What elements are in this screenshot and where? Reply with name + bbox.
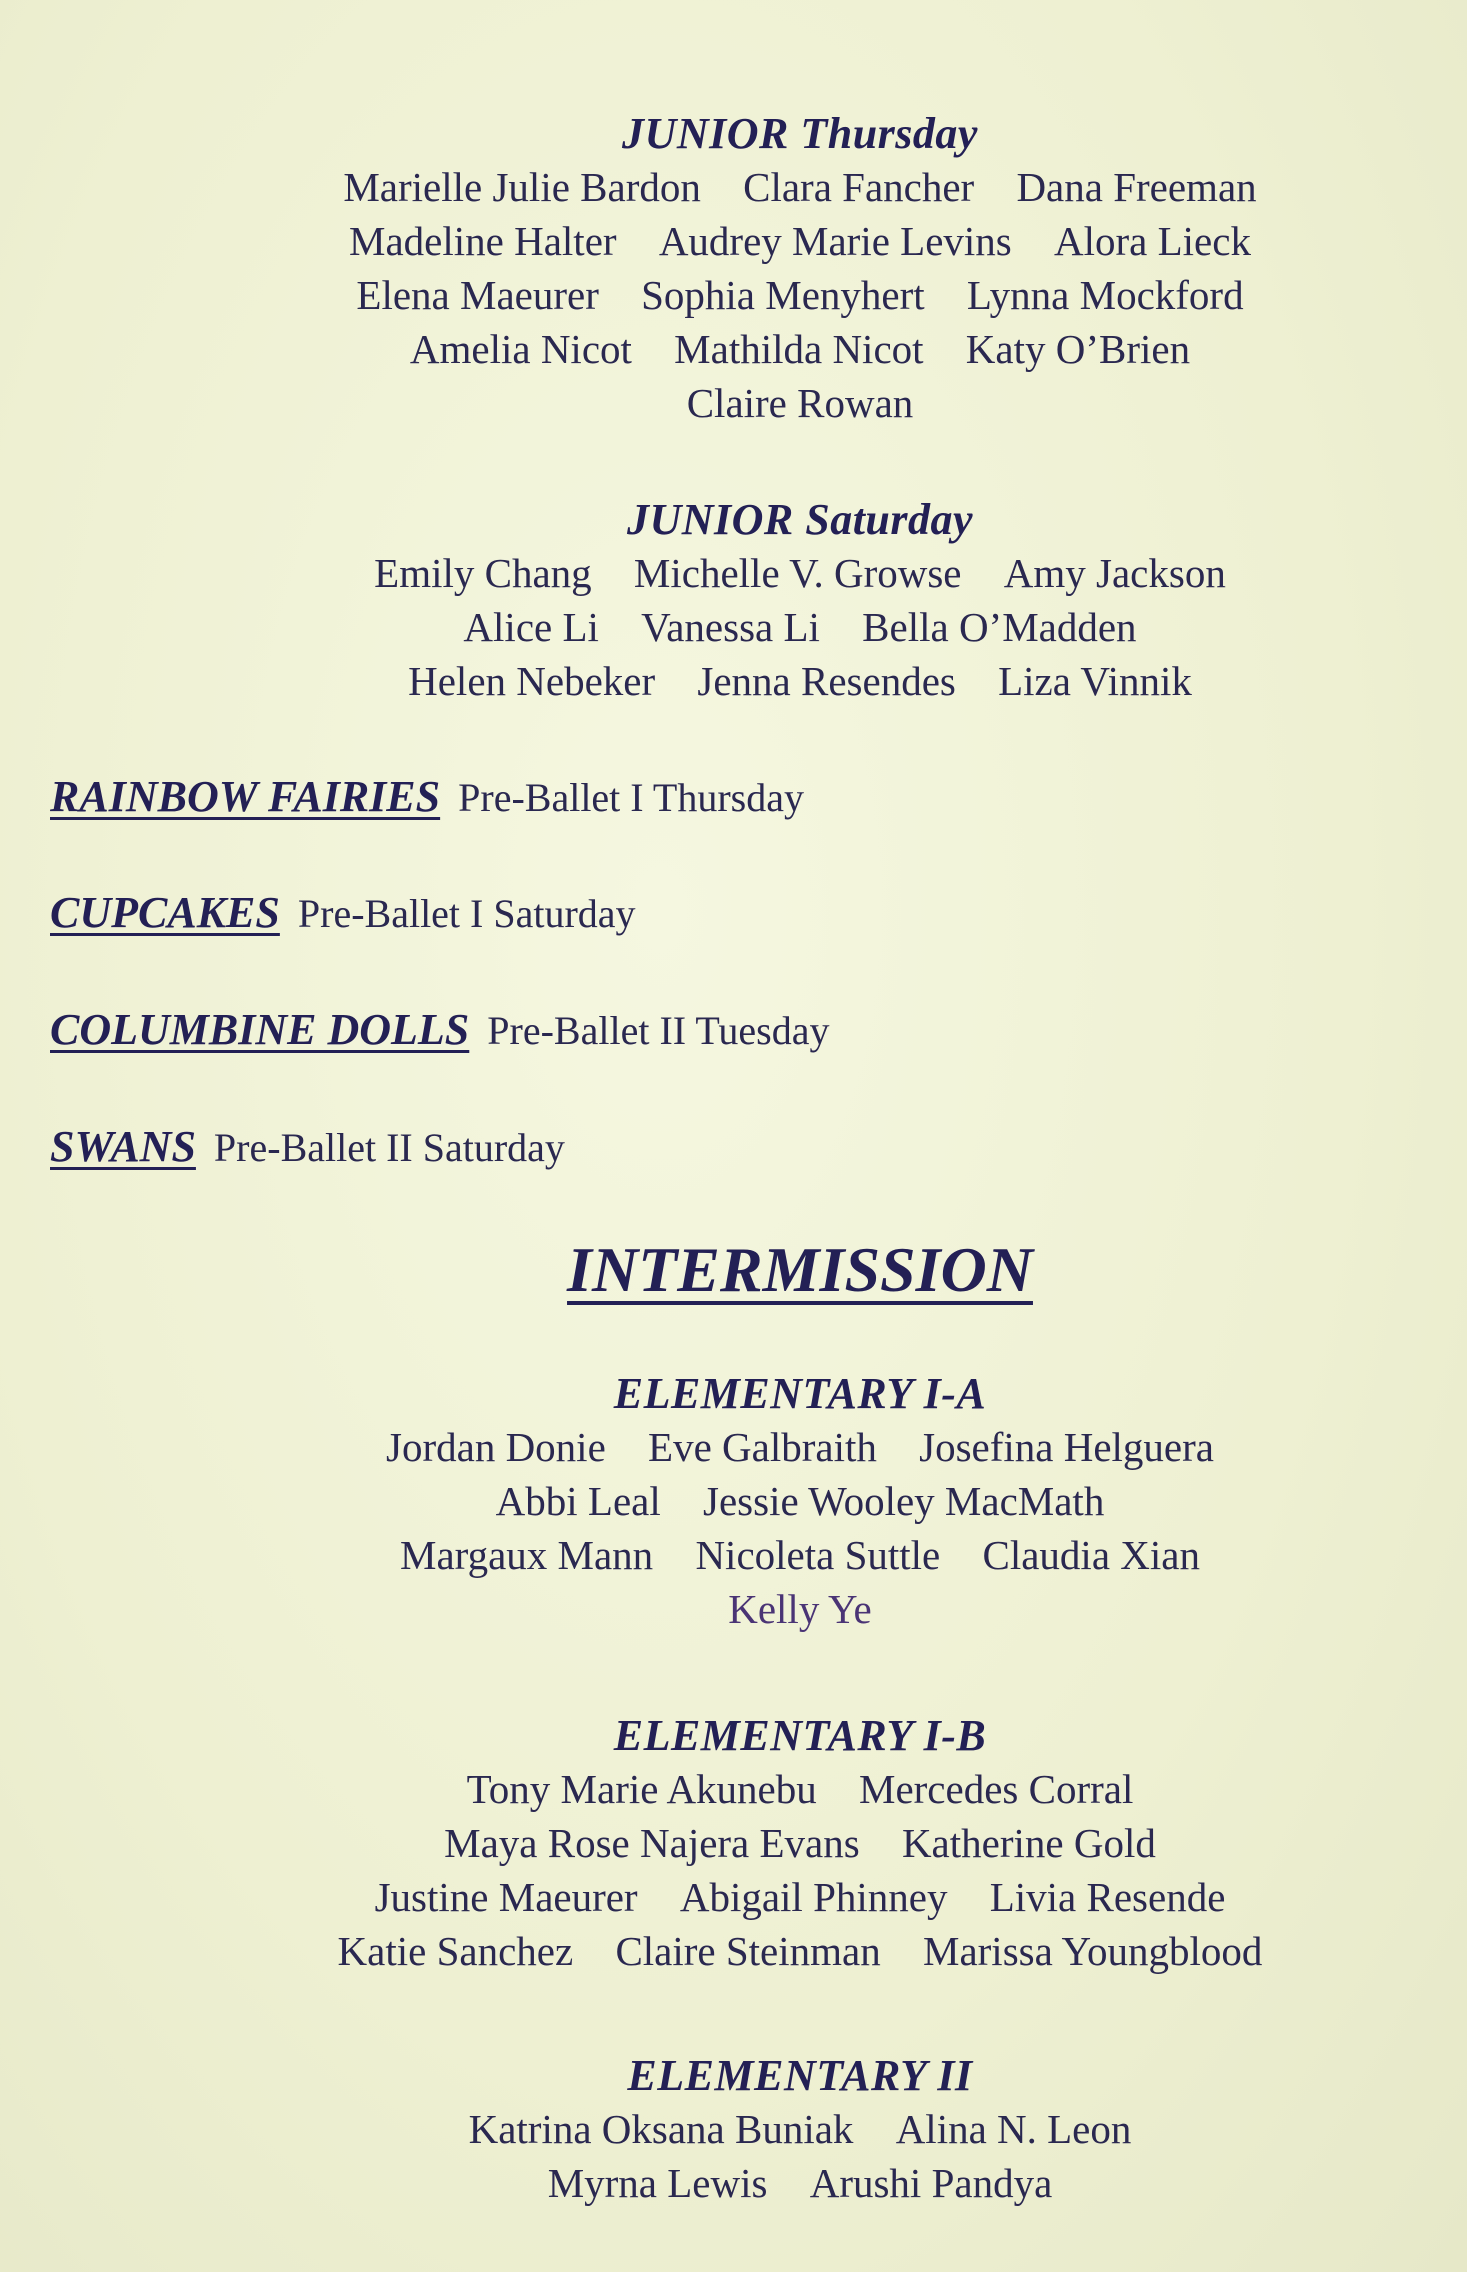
name-line (250, 1528, 1350, 1582)
dancer-name: Alora Lieck (1054, 218, 1251, 264)
dancer-name: Marissa Youngblood (923, 1928, 1263, 1974)
dancer-name: Dana Freeman (1016, 164, 1257, 210)
group-title: JUNIOR Thursday (622, 109, 978, 158)
dancer-name: Elena Maeurer (356, 272, 599, 318)
dancer-name: Helen Nebeker (408, 658, 656, 704)
group-title: ELEMENTARY I-B (613, 1711, 987, 1760)
name-line (250, 600, 1350, 654)
dancer-name: Claire Steinman (615, 1928, 881, 1974)
name-line (250, 1870, 1350, 1924)
dancer-name: Lynna Mockford (966, 272, 1244, 318)
dancer-name: Katherine Gold (901, 1820, 1156, 1866)
name-line (250, 376, 1350, 430)
dancer-name: Bella O’Madden (862, 604, 1137, 650)
dance-class: Pre-Ballet II Saturday (213, 1125, 565, 1170)
group-title: ELEMENTARY I-A (613, 1369, 987, 1418)
dancer-name: Tony Marie Akunebu (466, 1766, 817, 1812)
dance-rainbow-fairies (50, 772, 804, 823)
dance-swans (50, 1122, 565, 1173)
dancer-name: Jessie Wooley MacMath (703, 1478, 1105, 1524)
dance-class: Pre-Ballet I Saturday (297, 891, 636, 936)
group-title: ELEMENTARY II (627, 2051, 973, 2100)
name-line (250, 654, 1350, 708)
dancer-name: Marielle Julie Bardon (343, 164, 701, 210)
group-junior-saturday (250, 494, 1350, 708)
dance-class: Pre-Ballet I Thursday (458, 775, 804, 820)
name-line (250, 268, 1350, 322)
dance-title: CUPCAKES (50, 888, 280, 937)
dancer-name: Eve Galbraith (648, 1424, 877, 1470)
dancer-name: Jenna Resendes (697, 658, 956, 704)
dancer-name: Jordan Donie (386, 1424, 606, 1470)
dancer-name: Justine Maeurer (374, 1874, 638, 1920)
dance-class: Pre-Ballet II Tuesday (487, 1008, 830, 1053)
dance-title: RAINBOW FAIRIES (50, 772, 441, 821)
dancer-name: Alice Li (463, 604, 599, 650)
name-line (250, 1816, 1350, 1870)
dancer-name: Kelly Ye (728, 1586, 872, 1632)
name-line (250, 160, 1350, 214)
dancer-name: Nicoleta Suttle (695, 1532, 941, 1578)
name-line (250, 1420, 1350, 1474)
dancer-name: Abbi Leal (495, 1478, 661, 1524)
dancer-name: Katy O’Brien (965, 326, 1191, 372)
dance-cupcakes (50, 888, 636, 939)
group-elementary-1a (250, 1368, 1350, 1636)
dancer-name: Josefina Helguera (919, 1424, 1214, 1470)
dancer-name: Claire Rowan (686, 380, 914, 426)
dancer-name: Vanessa Li (641, 604, 820, 650)
dancer-name: Alina N. Leon (895, 2106, 1132, 2152)
dance-title: COLUMBINE DOLLS (50, 1005, 470, 1054)
name-line (250, 1762, 1350, 1816)
dancer-name: Mercedes Corral (859, 1766, 1134, 1812)
dancer-name: Maya Rose Najera Evans (444, 1820, 860, 1866)
dancer-name: Amelia Nicot (409, 326, 632, 372)
group-title: JUNIOR Saturday (626, 495, 974, 544)
dancer-name: Claudia Xian (982, 1532, 1200, 1578)
dancer-name: Madeline Halter (349, 218, 617, 264)
dancer-name: Amy Jackson (1003, 550, 1226, 596)
group-junior-thursday (250, 108, 1350, 430)
dancer-name: Clara Fancher (743, 164, 975, 210)
dancer-name: Arushi Pandya (809, 2160, 1053, 2206)
dancer-name: Sophia Menyhert (641, 272, 925, 318)
name-line (250, 1582, 1350, 1636)
dancer-name: Mathilda Nicot (674, 326, 924, 372)
dancer-name: Liza Vinnik (998, 658, 1192, 704)
name-line (250, 1924, 1350, 1978)
name-line (250, 2156, 1350, 2210)
name-line (250, 1474, 1350, 1528)
dancer-name: Audrey Marie Levins (658, 218, 1012, 264)
name-line (250, 322, 1350, 376)
dance-title: SWANS (50, 1122, 196, 1171)
dance-columbine-dolls (50, 1005, 829, 1056)
name-line (250, 546, 1350, 600)
group-elementary-2 (250, 2050, 1350, 2210)
dancer-name: Margaux Mann (400, 1532, 654, 1578)
dancer-name: Michelle V. Growse (633, 550, 962, 596)
dancer-name: Emily Chang (374, 550, 592, 596)
dancer-name: Myrna Lewis (547, 2160, 768, 2206)
group-elementary-1b (250, 1710, 1350, 1978)
dancer-name: Katrina Oksana Buniak (468, 2106, 854, 2152)
dancer-name: Livia Resende (989, 1874, 1226, 1920)
intermission-heading: INTERMISSION (567, 1234, 1033, 1305)
name-line (250, 2102, 1350, 2156)
dancer-name: Abigail Phinney (679, 1874, 948, 1920)
dancer-name: Katie Sanchez (337, 1928, 574, 1974)
name-line (250, 214, 1350, 268)
